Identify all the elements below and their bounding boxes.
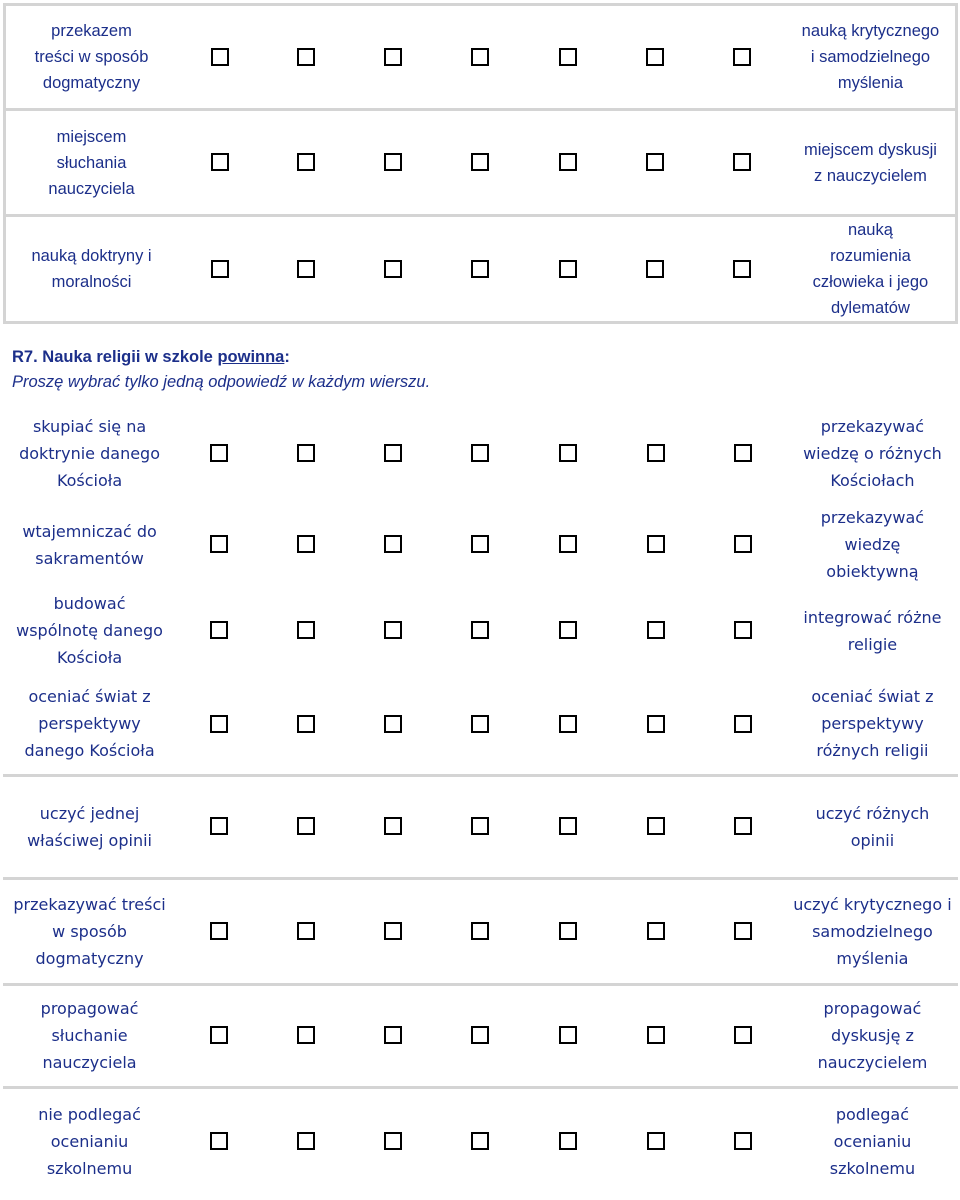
rating-checkbox-4[interactable] xyxy=(471,922,489,940)
table-row xyxy=(3,878,958,984)
table-row xyxy=(3,502,958,587)
rating-checkbox-2[interactable] xyxy=(297,817,315,835)
rating-checkbox-7[interactable] xyxy=(734,715,752,733)
left-statement: nie podlegać ocenianiu szkolnemu xyxy=(38,1104,141,1178)
rating-checkbox-7[interactable] xyxy=(734,817,752,835)
question-title-text: Nauka religii w szkole xyxy=(42,348,213,366)
left-statement: miejscem słuchania nauczyciela xyxy=(5,110,178,216)
rating-checkbox-5[interactable] xyxy=(559,153,577,171)
right-statement: miejscem dyskusji z nauczycielem xyxy=(786,110,957,216)
rating-checkbox-5[interactable] xyxy=(559,1026,577,1044)
left-statement: uczyć jednej właściwej opinii xyxy=(3,775,176,878)
rating-checkbox-3[interactable] xyxy=(384,260,402,278)
left-statement: skupiać się na doktrynie danego Kościoła xyxy=(19,417,160,490)
rating-checkbox-4[interactable] xyxy=(471,535,489,553)
rating-checkbox-5[interactable] xyxy=(559,817,577,835)
rating-checkbox-4[interactable] xyxy=(471,48,489,66)
left-statement: propagować słuchanie nauczyciela xyxy=(3,984,176,1087)
left-statement: nauką doktryny i moralności xyxy=(5,216,178,323)
rating-checkbox-1[interactable] xyxy=(211,153,229,171)
rating-checkbox-6[interactable] xyxy=(646,153,664,171)
right-statement: nauką rozumienia człowieka i jego dylematów xyxy=(786,216,957,323)
table-row xyxy=(3,775,958,878)
rating-checkbox-6[interactable] xyxy=(646,260,664,278)
rating-checkbox-4[interactable] xyxy=(471,444,489,462)
question-instruction: Proszę wybrać tylko jedną odpowiedź w każdym wierszu. xyxy=(12,373,431,391)
rating-checkbox-6[interactable] xyxy=(647,1026,665,1044)
table-row xyxy=(3,984,958,1087)
right-statement: uczyć krytycznego i samodzielnego myślenia xyxy=(787,878,958,984)
rating-checkbox-3[interactable] xyxy=(384,817,402,835)
rating-checkbox-4[interactable] xyxy=(471,153,489,171)
rating-checkbox-3[interactable] xyxy=(384,621,402,639)
rating-checkbox-4[interactable] xyxy=(471,715,489,733)
rating-checkbox-6[interactable] xyxy=(647,922,665,940)
table-row xyxy=(3,587,958,674)
rating-checkbox-5[interactable] xyxy=(559,1132,577,1150)
rating-checkbox-4[interactable] xyxy=(471,1026,489,1044)
rating-checkbox-5[interactable] xyxy=(559,715,577,733)
rating-checkbox-7[interactable] xyxy=(734,1026,752,1044)
rating-checkbox-2[interactable] xyxy=(297,48,315,66)
right-statement: propagować dyskusję z nauczycielem xyxy=(787,984,958,1087)
rating-checkbox-7[interactable] xyxy=(733,153,751,171)
rating-checkbox-5[interactable] xyxy=(559,444,577,462)
rating-checkbox-6[interactable] xyxy=(647,1132,665,1150)
rating-checkbox-5[interactable] xyxy=(559,621,577,639)
rating-checkbox-3[interactable] xyxy=(384,1132,402,1150)
left-statement: przekazywać treści w sposób dogmatyczny xyxy=(3,878,176,984)
rating-checkbox-2[interactable] xyxy=(297,1132,315,1150)
rating-checkbox-2[interactable] xyxy=(297,715,315,733)
rating-checkbox-1[interactable] xyxy=(210,444,228,462)
rating-checkbox-3[interactable] xyxy=(384,444,402,462)
right-statement: oceniać świat z perspektywy różnych religii xyxy=(787,674,958,775)
left-statement: oceniać świat z perspektywy danego Kościoła xyxy=(3,674,176,775)
rating-checkbox-3[interactable] xyxy=(384,715,402,733)
rating-checkbox-1[interactable] xyxy=(211,48,229,66)
rating-checkbox-6[interactable] xyxy=(647,621,665,639)
right-statement: nauką krytycznego i samodzielnego myślenia xyxy=(786,5,957,110)
rating-checkbox-5[interactable] xyxy=(559,922,577,940)
right-statement: integrować różne religie xyxy=(803,607,942,654)
rating-checkbox-2[interactable] xyxy=(297,153,315,171)
left-statement: wtajemniczać do sakramentów xyxy=(22,521,157,568)
right-statement: uczyć różnych opinii xyxy=(787,775,958,878)
rating-checkbox-6[interactable] xyxy=(647,444,665,462)
rating-checkbox-5[interactable] xyxy=(559,535,577,553)
table-row xyxy=(5,216,957,323)
left-statement: budować wspólnotę danego Kościoła xyxy=(16,594,163,667)
rating-checkbox-3[interactable] xyxy=(384,535,402,553)
rating-checkbox-6[interactable] xyxy=(647,535,665,553)
rating-checkbox-1[interactable] xyxy=(210,817,228,835)
table-row xyxy=(5,110,957,216)
rating-checkbox-2[interactable] xyxy=(297,1026,315,1044)
rating-checkbox-7[interactable] xyxy=(734,1132,752,1150)
question-title-colon: : xyxy=(284,348,290,366)
rating-checkbox-2[interactable] xyxy=(297,444,315,462)
question-title-emphasis: powinna xyxy=(217,348,285,366)
table-row xyxy=(3,1087,958,1194)
rating-checkbox-7[interactable] xyxy=(734,444,752,462)
rating-checkbox-7[interactable] xyxy=(734,621,752,639)
rating-checkbox-7[interactable] xyxy=(733,48,751,66)
rating-checkbox-2[interactable] xyxy=(297,621,315,639)
rating-checkbox-1[interactable] xyxy=(210,715,228,733)
rating-checkbox-7[interactable] xyxy=(733,260,751,278)
rating-checkbox-3[interactable] xyxy=(384,48,402,66)
table-row xyxy=(5,5,957,110)
table-row xyxy=(3,405,958,502)
question-title xyxy=(12,346,952,368)
rating-checkbox-1[interactable] xyxy=(210,621,228,639)
rating-checkbox-5[interactable] xyxy=(559,260,577,278)
question-header xyxy=(12,346,952,393)
rating-checkbox-7[interactable] xyxy=(734,535,752,553)
table-row xyxy=(3,674,958,775)
rating-checkbox-4[interactable] xyxy=(471,817,489,835)
rating-checkbox-7[interactable] xyxy=(734,922,752,940)
left-statement: przekazem treści w sposób dogmatyczny xyxy=(5,5,178,110)
rating-checkbox-1[interactable] xyxy=(210,1132,228,1150)
rating-checkbox-2[interactable] xyxy=(297,535,315,553)
right-statement: przekazywać wiedzę o różnych Kościołach xyxy=(803,417,942,490)
rating-checkbox-6[interactable] xyxy=(646,48,664,66)
rating-checkbox-4[interactable] xyxy=(471,1132,489,1150)
rating-checkbox-4[interactable] xyxy=(471,260,489,278)
scale-table-2 xyxy=(3,405,958,1194)
rating-checkbox-1[interactable] xyxy=(210,922,228,940)
scale-table-1 xyxy=(3,3,958,324)
rating-checkbox-1[interactable] xyxy=(210,535,228,553)
rating-checkbox-4[interactable] xyxy=(471,621,489,639)
right-statement: podlegać ocenianiu szkolnemu xyxy=(829,1104,916,1178)
rating-checkbox-3[interactable] xyxy=(384,922,402,940)
right-statement: przekazywać wiedzę obiektywną xyxy=(820,508,925,581)
rating-checkbox-1[interactable] xyxy=(210,1026,228,1044)
rating-checkbox-3[interactable] xyxy=(384,153,402,171)
rating-checkbox-6[interactable] xyxy=(647,817,665,835)
rating-checkbox-3[interactable] xyxy=(384,1026,402,1044)
rating-checkbox-2[interactable] xyxy=(297,260,315,278)
question-number: R7. xyxy=(12,348,38,366)
rating-checkbox-1[interactable] xyxy=(211,260,229,278)
rating-checkbox-6[interactable] xyxy=(647,715,665,733)
rating-checkbox-5[interactable] xyxy=(559,48,577,66)
rating-checkbox-2[interactable] xyxy=(297,922,315,940)
